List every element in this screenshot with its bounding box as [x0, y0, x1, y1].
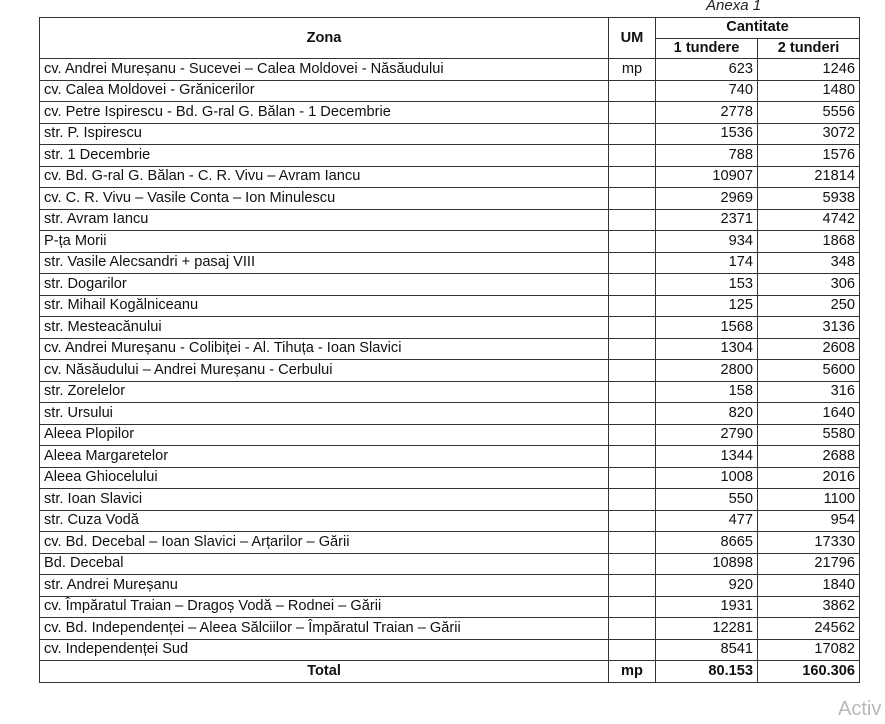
- zona-cell: str. P. Ispirescu: [40, 123, 609, 145]
- table-row: [40, 618, 860, 640]
- qty-2-tunderi-cell: 3136: [758, 317, 860, 339]
- total-row: [40, 661, 860, 683]
- table-row: [40, 467, 860, 489]
- qty-1-tundere-cell: 2371: [656, 209, 758, 231]
- zona-cell: cv. Bd. G-ral G. Bălan - C. R. Vivu – Avram Iancu: [40, 166, 609, 188]
- um-cell: [609, 553, 656, 575]
- zona-cell: str. Mesteacănului: [40, 317, 609, 339]
- zona-cell: Bd. Decebal: [40, 553, 609, 575]
- um-cell: [609, 102, 656, 124]
- qty-1-tundere-cell: 174: [656, 252, 758, 274]
- um-cell: [609, 446, 656, 468]
- table-body: [40, 59, 860, 683]
- um-cell: mp: [609, 59, 656, 81]
- total-um: mp: [609, 661, 656, 683]
- zona-cell: cv. Andrei Mureșanu - Sucevei – Calea Moldovei - Năsăudului: [40, 59, 609, 81]
- qty-1-tundere-cell: 2800: [656, 360, 758, 382]
- um-cell: [609, 274, 656, 296]
- total-1-tundere: 80.153: [656, 661, 758, 683]
- table-row: [40, 596, 860, 618]
- qty-1-tundere-cell: 158: [656, 381, 758, 403]
- zona-cell: str. Ioan Slavici: [40, 489, 609, 511]
- qty-2-tunderi-cell: 3862: [758, 596, 860, 618]
- qty-2-tunderi-cell: 2688: [758, 446, 860, 468]
- zona-cell: str. Vasile Alecsandri + pasaj VIII: [40, 252, 609, 274]
- table-row: [40, 102, 860, 124]
- table-row: [40, 424, 860, 446]
- um-cell: [609, 618, 656, 640]
- um-cell: [609, 188, 656, 210]
- header-2-tunderi: 2 tunderi: [758, 38, 860, 59]
- qty-1-tundere-cell: 8541: [656, 639, 758, 661]
- activation-watermark: Activ: [838, 698, 882, 720]
- zona-cell: cv. Petre Ispirescu - Bd. G-ral G. Bălan - 1 Decembrie: [40, 102, 609, 124]
- qty-2-tunderi-cell: 3072: [758, 123, 860, 145]
- zona-cell: Aleea Plopilor: [40, 424, 609, 446]
- qty-2-tunderi-cell: 5556: [758, 102, 860, 124]
- table-row: [40, 553, 860, 575]
- qty-1-tundere-cell: 550: [656, 489, 758, 511]
- zona-cell: str. Dogarilor: [40, 274, 609, 296]
- table-row: [40, 123, 860, 145]
- qty-1-tundere-cell: 1304: [656, 338, 758, 360]
- um-cell: [609, 489, 656, 511]
- zona-cell: str. Mihail Kogălniceanu: [40, 295, 609, 317]
- zona-cell: cv. Bd. Independenței – Aleea Sălciilor – Împăratul Traian – Gării: [40, 618, 609, 640]
- table-row: [40, 188, 860, 210]
- qty-1-tundere-cell: 1931: [656, 596, 758, 618]
- zona-cell: str. Ursului: [40, 403, 609, 425]
- um-cell: [609, 424, 656, 446]
- qty-1-tundere-cell: 1008: [656, 467, 758, 489]
- qty-1-tundere-cell: 125: [656, 295, 758, 317]
- total-label: Total: [40, 661, 609, 683]
- table-row: [40, 532, 860, 554]
- table-row: [40, 59, 860, 81]
- um-cell: [609, 639, 656, 661]
- qty-2-tunderi-cell: 1640: [758, 403, 860, 425]
- um-cell: [609, 295, 656, 317]
- qty-2-tunderi-cell: 1246: [758, 59, 860, 81]
- qty-1-tundere-cell: 12281: [656, 618, 758, 640]
- um-cell: [609, 317, 656, 339]
- um-cell: [609, 338, 656, 360]
- zona-cell: cv. Independenței Sud: [40, 639, 609, 661]
- qty-2-tunderi-cell: 2608: [758, 338, 860, 360]
- um-cell: [609, 123, 656, 145]
- header-row: [40, 18, 860, 39]
- qty-2-tunderi-cell: 21814: [758, 166, 860, 188]
- qty-2-tunderi-cell: 1100: [758, 489, 860, 511]
- qty-1-tundere-cell: 1536: [656, 123, 758, 145]
- um-cell: [609, 532, 656, 554]
- qty-2-tunderi-cell: 5938: [758, 188, 860, 210]
- qty-2-tunderi-cell: 21796: [758, 553, 860, 575]
- table-row: [40, 360, 860, 382]
- zona-cell: cv. Calea Moldovei - Grănicerilor: [40, 80, 609, 102]
- table-row: [40, 575, 860, 597]
- zona-cell: Aleea Margaretelor: [40, 446, 609, 468]
- um-cell: [609, 166, 656, 188]
- table-row: [40, 446, 860, 468]
- qty-1-tundere-cell: 477: [656, 510, 758, 532]
- qty-2-tunderi-cell: 1840: [758, 575, 860, 597]
- qty-2-tunderi-cell: 348: [758, 252, 860, 274]
- qty-2-tunderi-cell: 1868: [758, 231, 860, 253]
- qty-1-tundere-cell: 2969: [656, 188, 758, 210]
- qty-2-tunderi-cell: 250: [758, 295, 860, 317]
- qty-1-tundere-cell: 2778: [656, 102, 758, 124]
- qty-2-tunderi-cell: 954: [758, 510, 860, 532]
- table-row: [40, 231, 860, 253]
- um-cell: [609, 145, 656, 167]
- um-cell: [609, 467, 656, 489]
- qty-1-tundere-cell: 10907: [656, 166, 758, 188]
- qty-1-tundere-cell: 820: [656, 403, 758, 425]
- table-row: [40, 295, 860, 317]
- table-row: [40, 489, 860, 511]
- zona-cell: str. Cuza Vodă: [40, 510, 609, 532]
- qty-2-tunderi-cell: 17082: [758, 639, 860, 661]
- um-cell: [609, 381, 656, 403]
- qty-2-tunderi-cell: 4742: [758, 209, 860, 231]
- zona-cell: P-ța Morii: [40, 231, 609, 253]
- table-row: [40, 80, 860, 102]
- qty-2-tunderi-cell: 306: [758, 274, 860, 296]
- um-cell: [609, 80, 656, 102]
- zones-table: [39, 17, 860, 683]
- um-cell: [609, 575, 656, 597]
- annex-label: Anexa 1: [706, 0, 762, 14]
- qty-1-tundere-cell: 10898: [656, 553, 758, 575]
- zona-cell: cv. Împăratul Traian – Dragoș Vodă – Rodnei – Gării: [40, 596, 609, 618]
- table-row: [40, 274, 860, 296]
- table-row: [40, 145, 860, 167]
- qty-1-tundere-cell: 788: [656, 145, 758, 167]
- table-row: [40, 338, 860, 360]
- header-1-tundere: 1 tundere: [656, 38, 758, 59]
- zona-cell: Aleea Ghiocelului: [40, 467, 609, 489]
- qty-1-tundere-cell: 1568: [656, 317, 758, 339]
- zona-cell: str. Andrei Mureșanu: [40, 575, 609, 597]
- zona-cell: str. Avram Iancu: [40, 209, 609, 231]
- um-cell: [609, 231, 656, 253]
- header-cantitate: Cantitate: [656, 18, 860, 39]
- total-2-tunderi: 160.306: [758, 661, 860, 683]
- um-cell: [609, 596, 656, 618]
- um-cell: [609, 252, 656, 274]
- zona-cell: cv. C. R. Vivu – Vasile Conta – Ion Minulescu: [40, 188, 609, 210]
- zona-cell: str. 1 Decembrie: [40, 145, 609, 167]
- header-zona: Zona: [40, 18, 609, 59]
- qty-1-tundere-cell: 934: [656, 231, 758, 253]
- um-cell: [609, 403, 656, 425]
- zona-cell: cv. Bd. Decebal – Ioan Slavici – Arțarilor – Gării: [40, 532, 609, 554]
- um-cell: [609, 360, 656, 382]
- qty-2-tunderi-cell: 1576: [758, 145, 860, 167]
- table-row: [40, 209, 860, 231]
- table-row: [40, 317, 860, 339]
- zona-cell: cv. Andrei Mureșanu - Colibiței - Al. Tihuța - Ioan Slavici: [40, 338, 609, 360]
- table-row: [40, 403, 860, 425]
- zona-cell: str. Zorelelor: [40, 381, 609, 403]
- qty-2-tunderi-cell: 17330: [758, 532, 860, 554]
- qty-1-tundere-cell: 2790: [656, 424, 758, 446]
- qty-2-tunderi-cell: 316: [758, 381, 860, 403]
- table-row: [40, 381, 860, 403]
- qty-1-tundere-cell: 153: [656, 274, 758, 296]
- um-cell: [609, 510, 656, 532]
- qty-1-tundere-cell: 740: [656, 80, 758, 102]
- qty-1-tundere-cell: 8665: [656, 532, 758, 554]
- table-row: [40, 166, 860, 188]
- um-cell: [609, 209, 656, 231]
- qty-2-tunderi-cell: 5580: [758, 424, 860, 446]
- qty-1-tundere-cell: 920: [656, 575, 758, 597]
- qty-2-tunderi-cell: 24562: [758, 618, 860, 640]
- table-row: [40, 252, 860, 274]
- qty-1-tundere-cell: 1344: [656, 446, 758, 468]
- qty-1-tundere-cell: 623: [656, 59, 758, 81]
- header-um: UM: [609, 18, 656, 59]
- table-row: [40, 639, 860, 661]
- qty-2-tunderi-cell: 1480: [758, 80, 860, 102]
- qty-2-tunderi-cell: 2016: [758, 467, 860, 489]
- qty-2-tunderi-cell: 5600: [758, 360, 860, 382]
- zona-cell: cv. Năsăudului – Andrei Mureșanu - Cerbului: [40, 360, 609, 382]
- table-row: [40, 510, 860, 532]
